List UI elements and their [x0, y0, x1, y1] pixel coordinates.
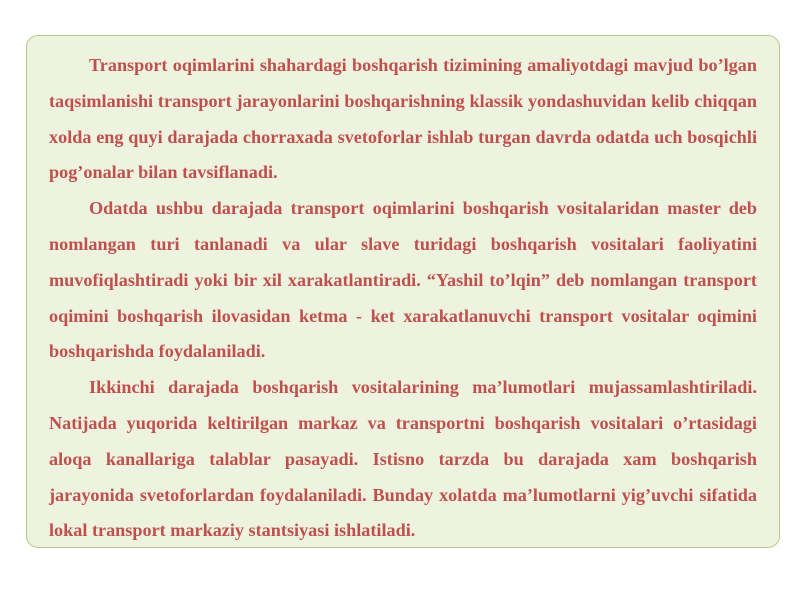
- paragraph-1: Transport oqimlarini shahardagi boshqarish tizimining amaliyotdagi mavjud bo’lgan taqsimlanishi transport jarayonlarini boshqarishning klassik yondashuvidan kelib chiqqan xolda eng quyi darajada chorraxada svetoforlar ishlab turgan davrda odatda uch bosqichli pog’onalar bilan tavsiflanadi.: [49, 55, 757, 183]
- paragraph-3: Ikkinchi darajada boshqarish vositalarining ma’lumotlari mujassamlashtiriladi. Natijada yuqorida keltirilgan markaz va transportni boshqarish vositalari o’rtasidagi aloqa kanallariga talablar pasayadi. Istisno tarzda bu darajada xam boshqarish jarayonida svetoforlardan foydalaniladi. Bunday xolatda ma’lumotlarni yig’uvchi sifatida lokal transport markaziy stantsiyasi ishlatiladi.: [49, 377, 757, 541]
- text-box: [26, 35, 780, 548]
- paragraph-2: Odatda ushbu darajada transport oqimlarini boshqarish vositalaridan master deb nomlangan turi tanlanadi va ular slave turidagi boshqarish vositalari faoliyatini muvofiqlashtiradi yoki bir xil xarakatlantiradi. “Yashil to’lqin” deb nomlangan transport oqimini boshqarish ilovasidan ketma - ket xarakatlanuvchi transport vositalar oqimini boshqarishda foydalaniladi.: [49, 198, 757, 362]
